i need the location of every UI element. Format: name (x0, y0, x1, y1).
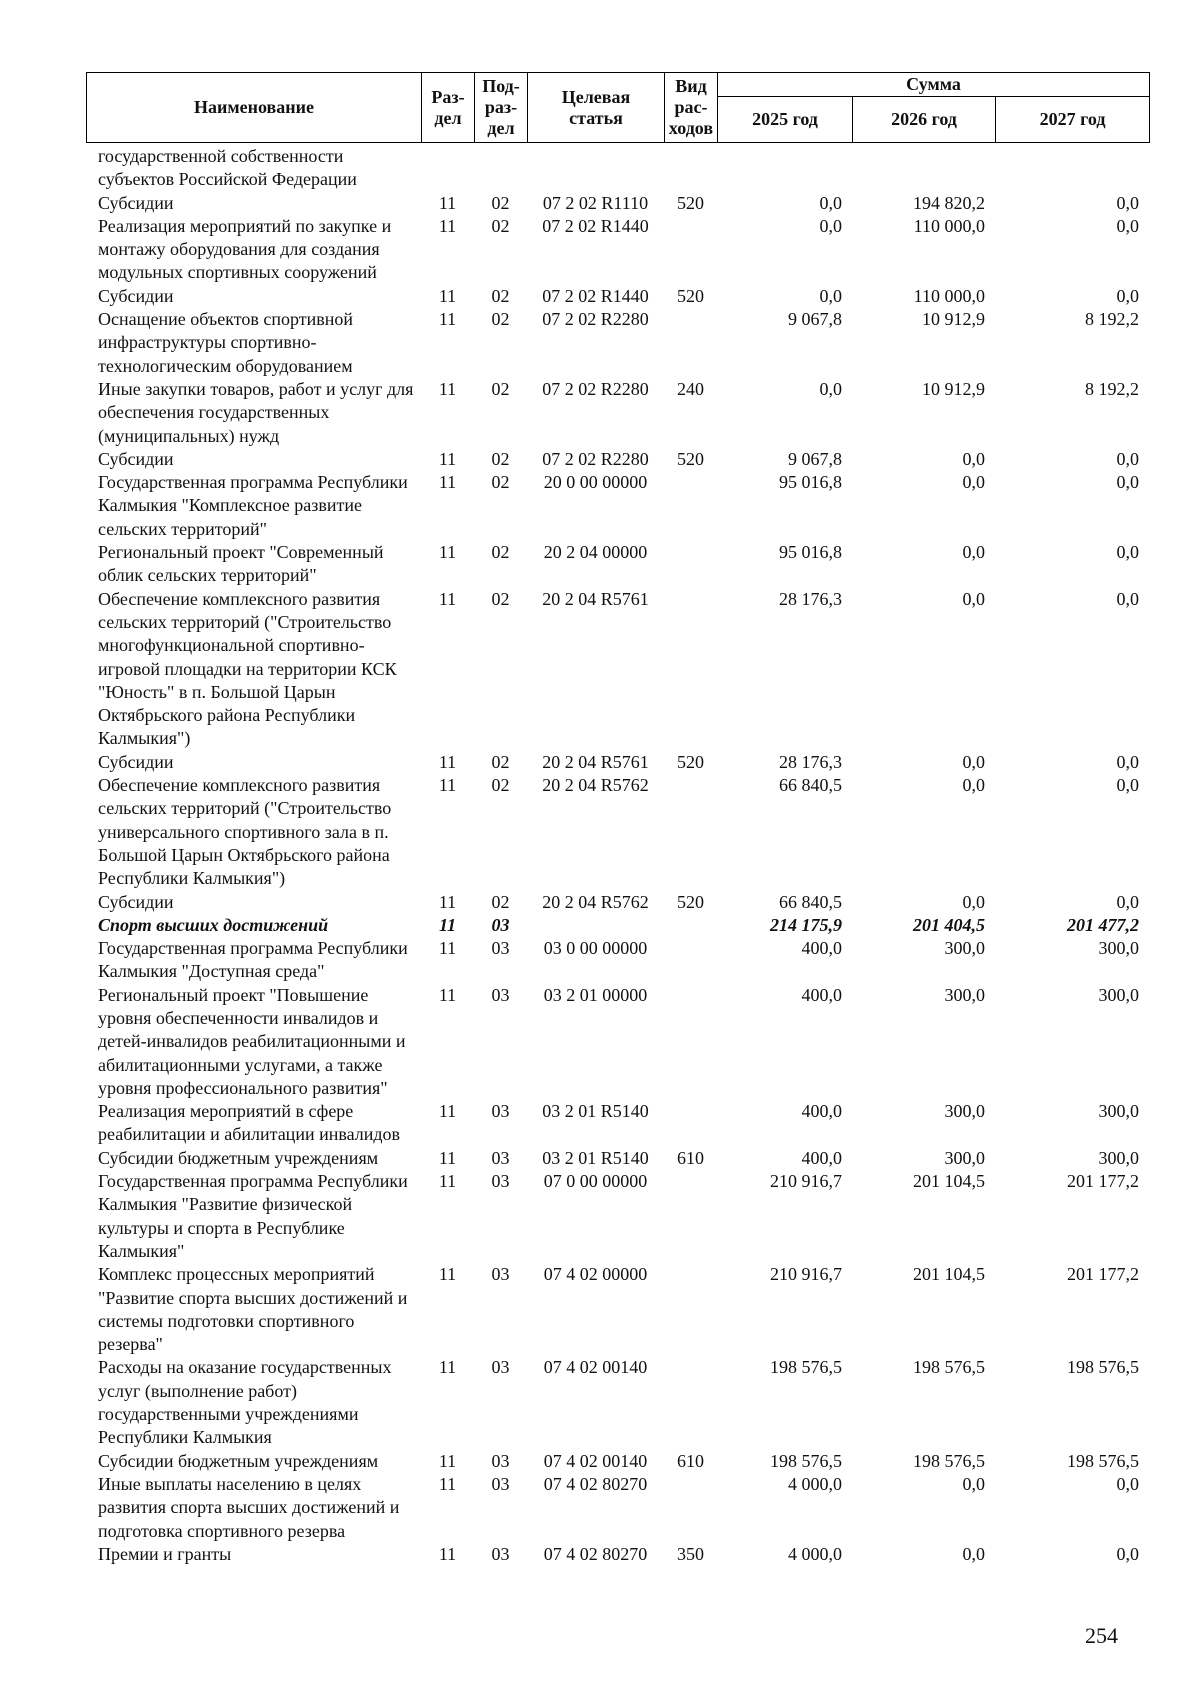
row-target-article: 20 2 04 R5761 (542, 751, 649, 772)
row-sum-2027: 201 177,2 (1067, 1264, 1139, 1285)
row-sum-2025: 210 916,7 (770, 1171, 842, 1192)
row-podrazdel: 02 (491, 588, 510, 609)
row-target-article: 07 2 02 R1440 (542, 285, 649, 306)
row-target-article: 07 2 02 R2280 (542, 309, 649, 330)
table-row (86, 215, 1149, 285)
table-row (86, 984, 1149, 1100)
row-podrazdel: 02 (491, 448, 510, 469)
row-expense-type (664, 774, 717, 890)
row-name: Субсидии (98, 751, 174, 772)
row-sum-2025: 400,0 (801, 1101, 842, 1122)
row-sum-2026: 0,0 (962, 448, 985, 469)
table-row (86, 1147, 1149, 1170)
table-row (86, 471, 1149, 541)
row-expense-type (664, 1170, 717, 1263)
row-sum-2026: 300,0 (944, 1147, 985, 1168)
row-razdel: 11 (438, 1171, 457, 1192)
row-razdel: 11 (438, 891, 457, 912)
row-expense-type: 520 (677, 285, 704, 306)
table-row (86, 937, 1149, 984)
row-name: Субсидии (98, 285, 174, 306)
row-sum-2027: 0,0 (1116, 775, 1139, 796)
row-razdel: 11 (438, 285, 457, 306)
row-name: Реализация мероприятий по закупке и монтажу оборудования для создания модульных спортивных сооружений (98, 215, 392, 283)
row-sum-2025: 4 000,0 (788, 1543, 842, 1564)
row-target-article: 07 4 02 00140 (543, 1357, 648, 1378)
row-name: Субсидии (98, 192, 174, 213)
row-name: Государственная программа Республики Калмыкия "Развитие физической культуры и спорта в Республике Калмыкия" (98, 1171, 408, 1261)
row-podrazdel: 03 (491, 1473, 510, 1494)
row-sum-2026: 110 000,0 (913, 285, 985, 306)
row-name: Спорт высших достижений (98, 914, 329, 935)
header-podrazdel: Под- раз- дел (475, 73, 528, 143)
row-sum-2025: 95 016,8 (779, 542, 842, 563)
header-name: Наименование (87, 73, 422, 143)
row-razdel: 11 (438, 378, 457, 399)
row-sum-2026: 201 404,5 (913, 914, 985, 935)
row-sum-2026: 300,0 (944, 938, 985, 959)
row-sum-2027: 8 192,2 (1085, 378, 1139, 399)
row-sum-2025: 214 175,9 (770, 914, 842, 935)
table-row (86, 774, 1149, 890)
row-podrazdel: 02 (491, 192, 510, 213)
table-row (86, 891, 1149, 914)
row-name: Расходы на оказание государственных услуг (выполнение работ) государственными учреждениями Республики Калмыкия (98, 1357, 392, 1448)
table-row (86, 541, 1149, 588)
table-row (86, 1450, 1149, 1473)
row-sum-2026: 0,0 (962, 472, 985, 493)
row-sum-2027: 0,0 (1116, 192, 1139, 213)
row-podrazdel: 03 (491, 1450, 510, 1471)
row-name: Премии и гранты (98, 1543, 232, 1564)
row-target-article: 07 2 02 R1440 (542, 215, 649, 236)
row-target-article: 07 2 02 R2280 (542, 378, 649, 399)
row-sum-2027: 0,0 (1116, 1543, 1139, 1564)
row-expense-type (664, 215, 717, 285)
row-podrazdel: 02 (491, 215, 510, 236)
row-sum-2026: 0,0 (962, 891, 985, 912)
header-target-article: Целевая статья (528, 73, 665, 143)
row-sum-2026: 110 000,0 (913, 215, 985, 236)
row-sum-2026: 0,0 (962, 1473, 985, 1494)
row-target-article: 20 2 04 R5762 (542, 891, 649, 912)
row-sum-2027: 198 576,5 (1067, 1357, 1139, 1378)
row-target-article: 03 2 01 R5140 (542, 1101, 649, 1122)
row-expense-type: 520 (677, 448, 704, 469)
table-row (86, 378, 1149, 448)
row-target-article: 07 4 02 00140 (543, 1450, 648, 1471)
row-sum-2025: 0,0 (819, 285, 842, 306)
row-razdel: 11 (438, 542, 457, 563)
row-razdel: 11 (438, 448, 457, 469)
row-target-article: 03 2 01 R5140 (542, 1147, 649, 1168)
row-sum-2026: 198 576,5 (913, 1357, 985, 1378)
row-expense-type (664, 984, 717, 1100)
row-sum-2027: 0,0 (1116, 215, 1139, 236)
row-expense-type: 610 (677, 1147, 704, 1168)
row-razdel: 11 (438, 1357, 457, 1378)
row-sum-2027: 198 576,5 (1067, 1450, 1139, 1471)
page-number: 254 (1085, 1623, 1118, 1648)
row-name: Субсидии бюджетным учреждениям (98, 1147, 379, 1168)
row-razdel: 11 (438, 1543, 457, 1564)
table-row (86, 1356, 1149, 1449)
header-2026: 2026 год (853, 97, 996, 143)
table-row (86, 1100, 1149, 1147)
row-podrazdel: 02 (491, 775, 510, 796)
row-target-article: 07 4 02 80270 (543, 1473, 648, 1494)
row-expense-type (664, 145, 717, 192)
row-target-article: 07 2 02 R2280 (542, 448, 649, 469)
row-sum-2025: 400,0 (801, 1147, 842, 1168)
row-expense-type (664, 471, 717, 541)
row-razdel: 11 (438, 1264, 457, 1285)
row-razdel: 11 (438, 1450, 457, 1471)
row-sum-2027: 0,0 (1116, 588, 1139, 609)
row-target-article: 20 2 04 R5761 (542, 588, 649, 609)
row-target-article: 20 0 00 00000 (543, 472, 648, 493)
row-razdel: 11 (438, 192, 457, 213)
row-sum-2025: 210 916,7 (770, 1264, 842, 1285)
row-sum-2025 (717, 145, 852, 192)
row-razdel: 11 (438, 751, 457, 772)
row-razdel: 11 (438, 309, 457, 330)
row-expense-type (664, 588, 717, 751)
row-target-article: 07 4 02 80270 (543, 1543, 648, 1564)
row-podrazdel: 03 (491, 1147, 510, 1168)
row-podrazdel: 02 (491, 751, 510, 772)
table-row (86, 588, 1149, 751)
row-name: Обеспечение комплексного развития сельских территорий ("Строительство универсального спортивного зала в п. Большой Царын Октябрьского района Республики Калмыкия") (98, 775, 392, 889)
row-podrazdel: 03 (491, 1357, 510, 1378)
row-sum-2025: 0,0 (819, 192, 842, 213)
row-podrazdel: 03 (491, 1171, 510, 1192)
row-sum-2025: 9 067,8 (788, 448, 842, 469)
row-expense-type: 240 (677, 378, 704, 399)
row-sum-2027: 300,0 (1098, 938, 1139, 959)
row-sum-2026: 0,0 (962, 751, 985, 772)
row-podrazdel: 02 (491, 891, 510, 912)
row-name: Оснащение объектов спортивной инфраструктуры спортивно-технологическим оборудованием (98, 309, 354, 376)
row-sum-2027: 0,0 (1116, 285, 1139, 306)
row-sum-2026: 10 912,9 (922, 378, 985, 399)
header-2025: 2025 год (718, 97, 853, 143)
row-name: Иные закупки товаров, работ и услуг для обеспечения государственных (муниципальных) нужд (98, 378, 414, 446)
row-razdel: 11 (438, 1101, 457, 1122)
row-name: Комплекс процессных мероприятий "Развитие спорта высших достижений и системы подготовки спортивного резерва" (98, 1264, 408, 1355)
table-row (86, 145, 1149, 192)
table-row (86, 1543, 1149, 1566)
row-name: Обеспечение комплексного развития сельских территорий ("Строительство многофункциональной спортивно-игровой площадки на территории КСК "Юность" в п. Большой Царын Октябрьского района Республики Калмыкия") (98, 588, 397, 749)
row-expense-type: 520 (677, 751, 704, 772)
row-expense-type: 610 (677, 1450, 704, 1471)
row-sum-2027: 0,0 (1116, 891, 1139, 912)
row-expense-type: 520 (677, 192, 704, 213)
table-row (86, 308, 1149, 378)
row-razdel: 11 (438, 215, 457, 236)
row-razdel: 11 (438, 588, 457, 609)
row-sum-2025: 28 176,3 (779, 751, 842, 772)
row-sum-2027: 0,0 (1116, 1473, 1139, 1494)
row-expense-type: 350 (677, 1543, 704, 1564)
row-sum-2027: 201 177,2 (1067, 1171, 1139, 1192)
row-expense-type (664, 914, 717, 937)
row-name: Государственная программа Республики Калмыкия "Доступная среда" (98, 938, 408, 982)
row-sum-2025: 66 840,5 (779, 891, 842, 912)
row-name: Государственная программа Республики Калмыкия "Комплексное развитие сельских территорий" (98, 472, 408, 539)
row-sum-2025: 0,0 (819, 378, 842, 399)
header-razdel: Раз- дел (422, 73, 475, 143)
row-razdel: 11 (438, 775, 457, 796)
row-name: государственной собственности субъектов Российской Федерации (98, 146, 357, 190)
row-sum-2025: 198 576,5 (770, 1450, 842, 1471)
row-sum-2025: 400,0 (801, 984, 842, 1005)
row-sum-2025: 198 576,5 (770, 1357, 842, 1378)
table-row (86, 192, 1149, 215)
row-sum-2027: 201 477,2 (1067, 914, 1139, 935)
row-sum-2025: 400,0 (801, 938, 842, 959)
row-target-article: 03 2 01 00000 (543, 984, 648, 1005)
row-sum-2027: 300,0 (1098, 984, 1139, 1005)
row-sum-2026: 0,0 (962, 542, 985, 563)
row-sum-2026: 201 104,5 (913, 1171, 985, 1192)
row-expense-type (664, 937, 717, 984)
table-header (86, 72, 1150, 143)
row-target-article: 20 2 04 00000 (543, 542, 648, 563)
row-expense-type (664, 1263, 717, 1356)
row-name: Субсидии бюджетным учреждениям (98, 1450, 379, 1471)
row-target-article (527, 914, 664, 937)
budget-table (86, 145, 1149, 1566)
row-sum-2026: 198 576,5 (913, 1450, 985, 1471)
row-target-article (527, 145, 664, 192)
row-target-article: 07 0 00 00000 (543, 1171, 648, 1192)
row-name: Региональный проект "Современный облик сельских территорий" (98, 542, 384, 586)
row-podrazdel (474, 145, 527, 192)
table-row (86, 448, 1149, 471)
row-target-article: 07 2 02 R1110 (542, 192, 649, 213)
row-podrazdel: 03 (491, 1101, 510, 1122)
row-sum-2027: 300,0 (1098, 1147, 1139, 1168)
row-expense-type (664, 1473, 717, 1543)
row-sum-2025: 4 000,0 (788, 1473, 842, 1494)
row-sum-2027: 0,0 (1116, 542, 1139, 563)
row-sum-2026: 194 820,2 (913, 192, 985, 213)
row-razdel: 11 (438, 1147, 457, 1168)
row-razdel: 11 (438, 914, 456, 935)
row-podrazdel: 03 (491, 1264, 510, 1285)
row-sum-2026: 0,0 (962, 1543, 985, 1564)
row-target-article: 07 4 02 00000 (543, 1264, 648, 1285)
row-expense-type (664, 308, 717, 378)
table-row (86, 1263, 1149, 1356)
row-podrazdel: 03 (491, 914, 510, 935)
row-expense-type: 520 (677, 891, 704, 912)
row-razdel: 11 (438, 1473, 457, 1494)
row-sum-2027: 0,0 (1116, 472, 1139, 493)
row-sum-2026 (852, 145, 995, 192)
row-podrazdel: 02 (491, 542, 510, 563)
row-sum-2026: 10 912,9 (922, 309, 985, 330)
row-sum-2025: 0,0 (819, 215, 842, 236)
row-sum-2026: 300,0 (944, 984, 985, 1005)
row-podrazdel: 02 (491, 309, 510, 330)
row-sum-2025: 95 016,8 (779, 472, 842, 493)
row-sum-2025: 66 840,5 (779, 775, 842, 796)
row-razdel (421, 145, 474, 192)
row-expense-type (664, 1356, 717, 1449)
header-sum: Сумма (718, 73, 1150, 97)
table-row (86, 285, 1149, 308)
row-podrazdel: 02 (491, 285, 510, 306)
row-sum-2027 (995, 145, 1149, 192)
row-expense-type (664, 1100, 717, 1147)
table-row (86, 751, 1149, 774)
table-row (86, 1170, 1149, 1263)
row-sum-2027: 300,0 (1098, 1101, 1139, 1122)
row-sum-2027: 0,0 (1116, 448, 1139, 469)
row-podrazdel: 03 (491, 1543, 510, 1564)
row-podrazdel: 02 (491, 378, 510, 399)
header-2027: 2027 год (996, 97, 1150, 143)
row-podrazdel: 02 (491, 472, 510, 493)
row-sum-2026: 201 104,5 (913, 1264, 985, 1285)
row-podrazdel: 03 (491, 984, 510, 1005)
row-sum-2026: 300,0 (944, 1101, 985, 1122)
row-sum-2027: 8 192,2 (1085, 309, 1139, 330)
row-name: Реализация мероприятий в сфере реабилитации и абилитации инвалидов (98, 1101, 401, 1145)
row-sum-2026: 0,0 (962, 775, 985, 796)
header-expense-type: Вид рас- ходов (665, 73, 718, 143)
row-razdel: 11 (438, 938, 457, 959)
row-razdel: 11 (438, 472, 457, 493)
row-name: Региональный проект "Повышение уровня обеспеченности инвалидов и детей-инвалидов реабилитационными и абилитационными услугами, а также уровня профессионального развития" (98, 984, 406, 1098)
row-name: Субсидии (98, 891, 174, 912)
row-target-article: 20 2 04 R5762 (542, 775, 649, 796)
row-razdel: 11 (438, 984, 457, 1005)
row-name: Иные выплаты населению в целях развития спорта высших достижений и подготовка спортивного резерва (98, 1473, 400, 1541)
row-name: Субсидии (98, 448, 174, 469)
row-target-article: 03 0 00 00000 (543, 938, 648, 959)
row-sum-2026: 0,0 (962, 588, 985, 609)
row-podrazdel: 03 (491, 938, 510, 959)
row-sum-2025: 9 067,8 (788, 309, 842, 330)
row-expense-type (664, 541, 717, 588)
table-row (86, 1473, 1149, 1543)
row-sum-2027: 0,0 (1116, 751, 1139, 772)
row-sum-2025: 28 176,3 (779, 588, 842, 609)
table-row (86, 914, 1149, 937)
